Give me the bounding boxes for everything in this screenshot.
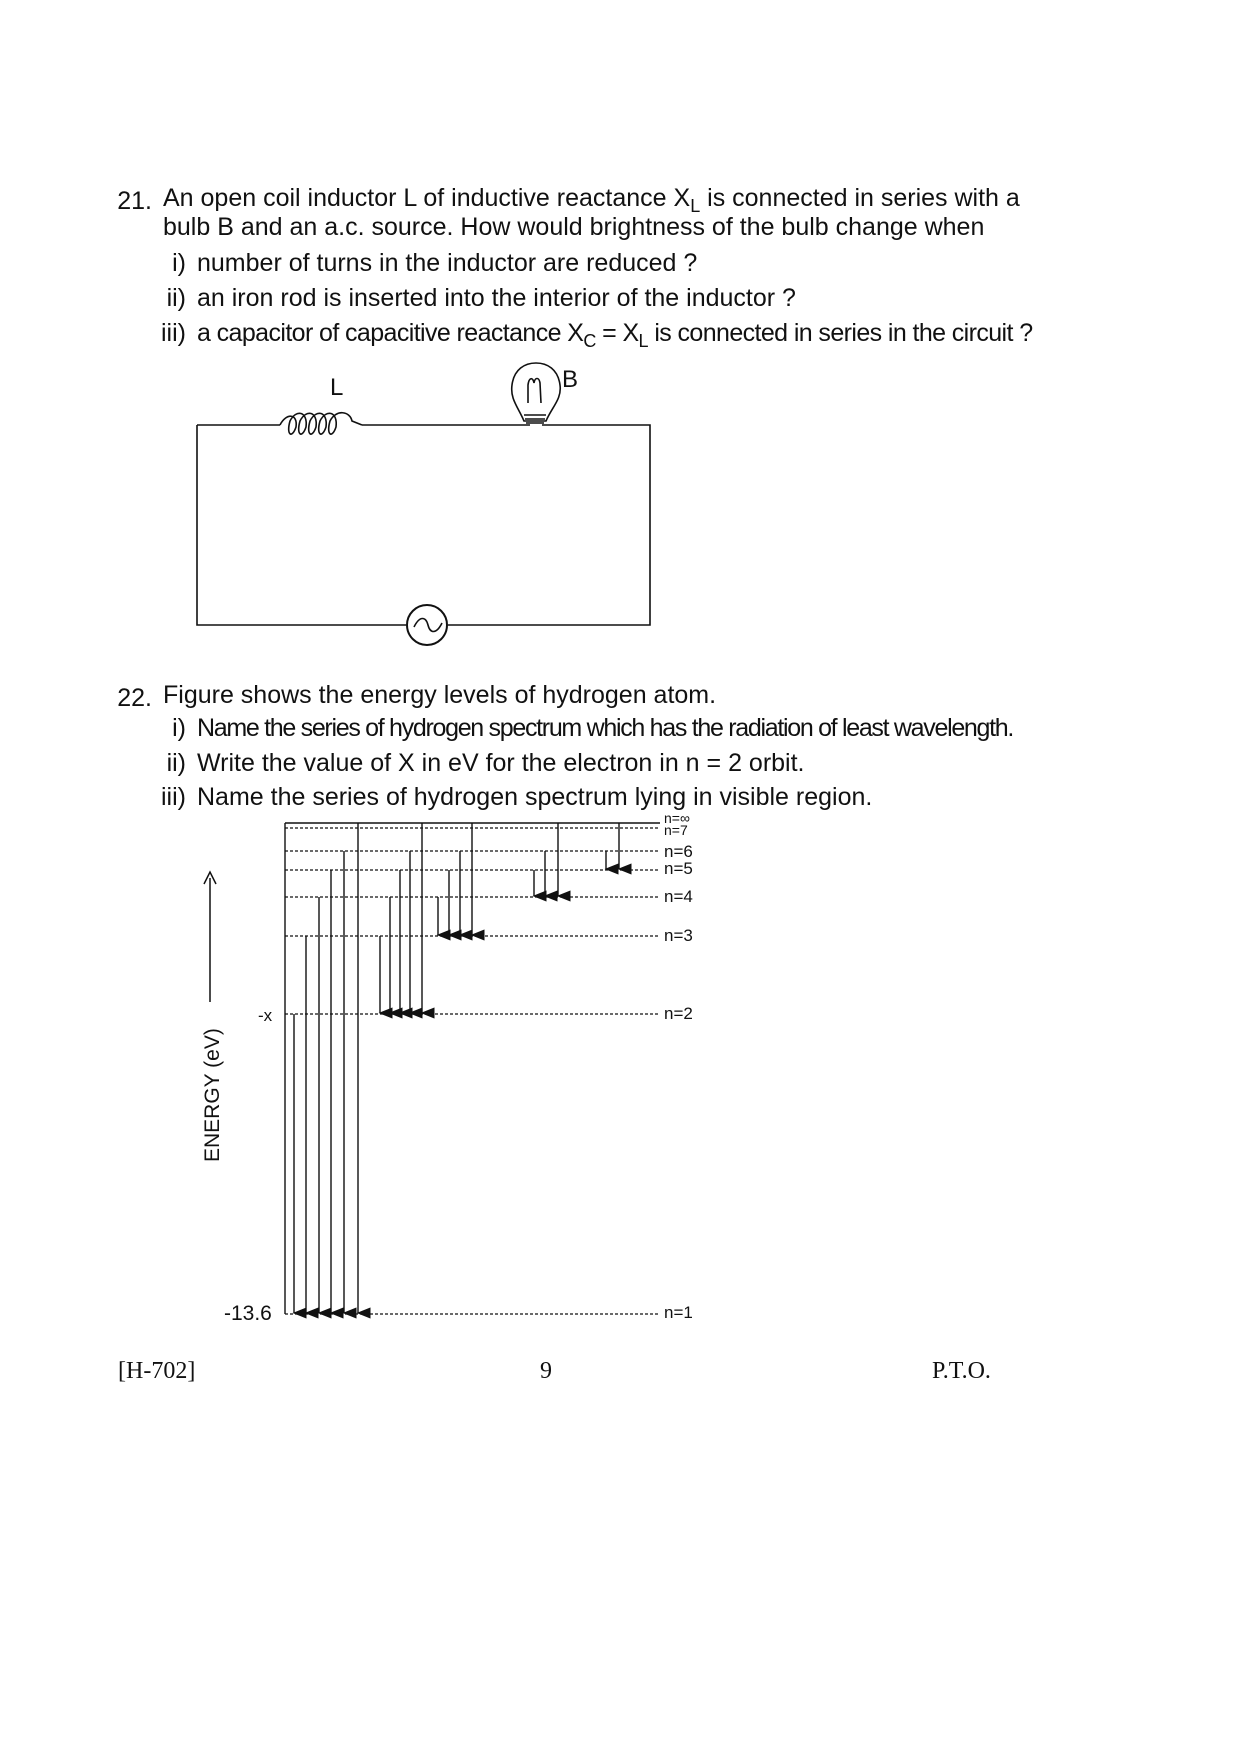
q22-part2-text: Write the value of X in eV for the electron in n = 2 orbit. xyxy=(197,749,805,777)
q21-line2: bulb B and an a.c. source. How would brightness of the bulb change when xyxy=(163,213,985,241)
page-number: 9 xyxy=(540,1358,552,1384)
energy-level-label: n=5 xyxy=(664,859,693,878)
energy-level-label: n=∞ xyxy=(664,810,690,826)
q21-part2-roman: ii) xyxy=(166,284,186,312)
q21-part2-text: an iron rod is inserted into the interior of the inductor ? xyxy=(197,284,796,312)
energy-level-label: n=7 xyxy=(664,822,688,838)
q22-intro: Figure shows the energy levels of hydrogen atom. xyxy=(163,681,717,709)
energy-level-label: n=2 xyxy=(664,1004,693,1023)
energy-level-label: n=3 xyxy=(664,926,693,945)
pto-label: P.T.O. xyxy=(932,1358,991,1384)
q22-part3-roman: iii) xyxy=(161,783,186,811)
q22-part2-roman: ii) xyxy=(166,749,186,777)
energy-level-label: n=4 xyxy=(664,887,693,906)
q21-line1: An open coil inductor L of inductive reactance $X_L$ is connected in series with a xyxy=(163,184,1020,216)
q21-part3-roman: iii) xyxy=(161,319,186,347)
q21-number: 21. xyxy=(117,187,152,215)
energy-level-label: n=1 xyxy=(664,1303,693,1322)
q22-part3-text: Name the series of hydrogen spectrum lying in visible region. xyxy=(197,783,873,811)
energy-axis-label: ENERGY (eV) xyxy=(201,1028,224,1162)
q21-part1-text: number of turns in the inductor are reduced ? xyxy=(197,249,698,277)
q21-part3-text: a capacitor of capacitive reactance $X_C = X_L$ is connected in series in the circuit ? xyxy=(197,319,1033,351)
energy-axis xyxy=(201,872,224,1162)
q22-number: 22. xyxy=(117,684,152,712)
level-value-n2: -x xyxy=(258,1006,273,1025)
bulb-label: B xyxy=(562,366,579,393)
inductor-label: L xyxy=(330,374,344,401)
level-value-n1: -13.6 xyxy=(224,1302,272,1325)
q22-part1-roman: i) xyxy=(172,714,186,742)
energy-level-label: n=6 xyxy=(664,842,693,861)
q22-part1-text: Name the series of hydrogen spectrum which has the radiation of least wavelength. xyxy=(197,714,1014,742)
q21-part1-roman: i) xyxy=(172,249,186,277)
footer-code: [H-702] xyxy=(118,1358,196,1384)
